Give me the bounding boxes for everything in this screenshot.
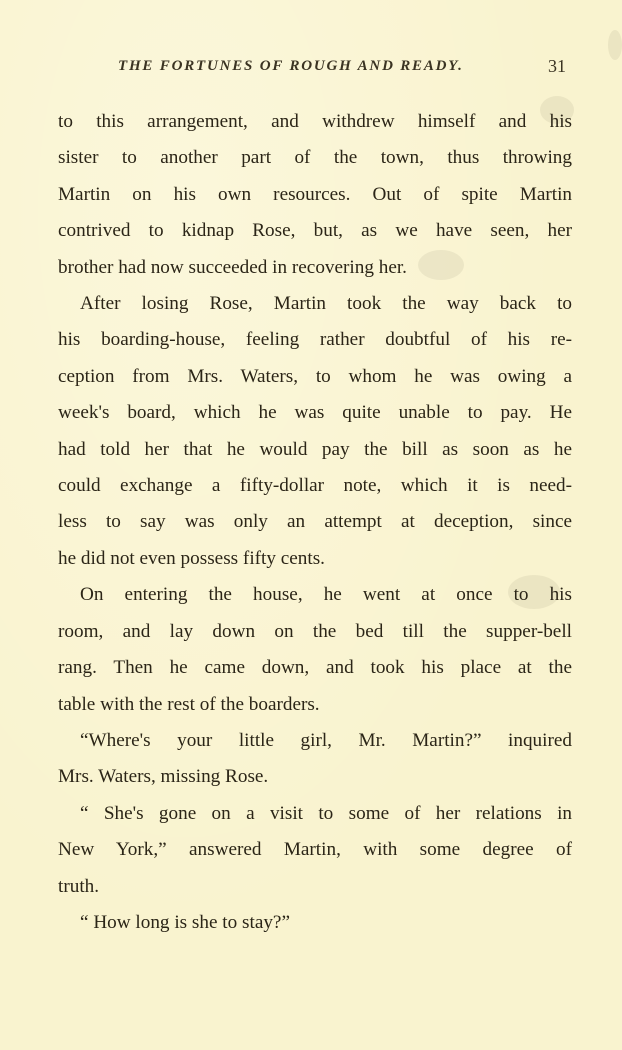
- text-line: ception from Mrs. Waters, to whom he was owing a: [58, 365, 572, 387]
- text-line: less to say was only an attempt at deception, since: [58, 511, 572, 533]
- text-line: week's board, which he was quite unable to pay. He: [58, 402, 572, 424]
- running-head: [0, 58, 622, 82]
- text-line: truth.: [58, 875, 100, 897]
- text-line: Mrs. Waters, missing Rose.: [58, 766, 269, 788]
- text-line: his boarding-house, feeling rather doubtful of his re-: [58, 329, 572, 351]
- text-line: brother had now succeeded in recovering her.: [58, 256, 407, 278]
- text-line: contrived to kidnap Rose, but, as we have seen, her: [58, 220, 572, 242]
- paragraph: [58, 723, 572, 796]
- text-line: On entering the house, he went at once to his: [80, 584, 572, 606]
- paragraph: [58, 577, 572, 723]
- text-line: “ She's gone on a visit to some of her relations in: [80, 802, 572, 824]
- text-line: room, and lay down on the bed till the supper-bell: [58, 620, 572, 642]
- paragraph: [58, 104, 572, 286]
- text-line: had told her that he would pay the bill as soon as he: [58, 438, 572, 460]
- paragraph: [58, 796, 572, 905]
- text-line: could exchange a fifty-dollar note, which it is need-: [58, 475, 572, 497]
- page-number: 31: [548, 56, 566, 76]
- text-line: sister to another part of the town, thus throwing: [58, 147, 572, 169]
- text-line: he did not even possess fifty cents.: [58, 547, 325, 569]
- body-text: [58, 104, 572, 941]
- text-line: to this arrangement, and withdrew himself and his: [58, 111, 572, 132]
- text-line: rang. Then he came down, and took his place at the: [58, 657, 572, 679]
- text-line: New York,” answered Martin, with some degree of: [58, 839, 572, 861]
- text-line: “Where's your little girl, Mr. Martin?” inquired: [80, 729, 572, 751]
- text-line: table with the rest of the boarders.: [58, 693, 320, 715]
- paragraph: [58, 286, 572, 577]
- paper-stain: [608, 30, 622, 60]
- text-line: After losing Rose, Martin took the way back to: [80, 293, 572, 315]
- text-line: Martin on his own resources. Out of spite Martin: [58, 183, 572, 205]
- text-line: “ How long is she to stay?”: [80, 911, 290, 933]
- running-title: THE FORTUNES OF ROUGH AND READY.: [118, 58, 464, 74]
- paragraph: [58, 905, 572, 941]
